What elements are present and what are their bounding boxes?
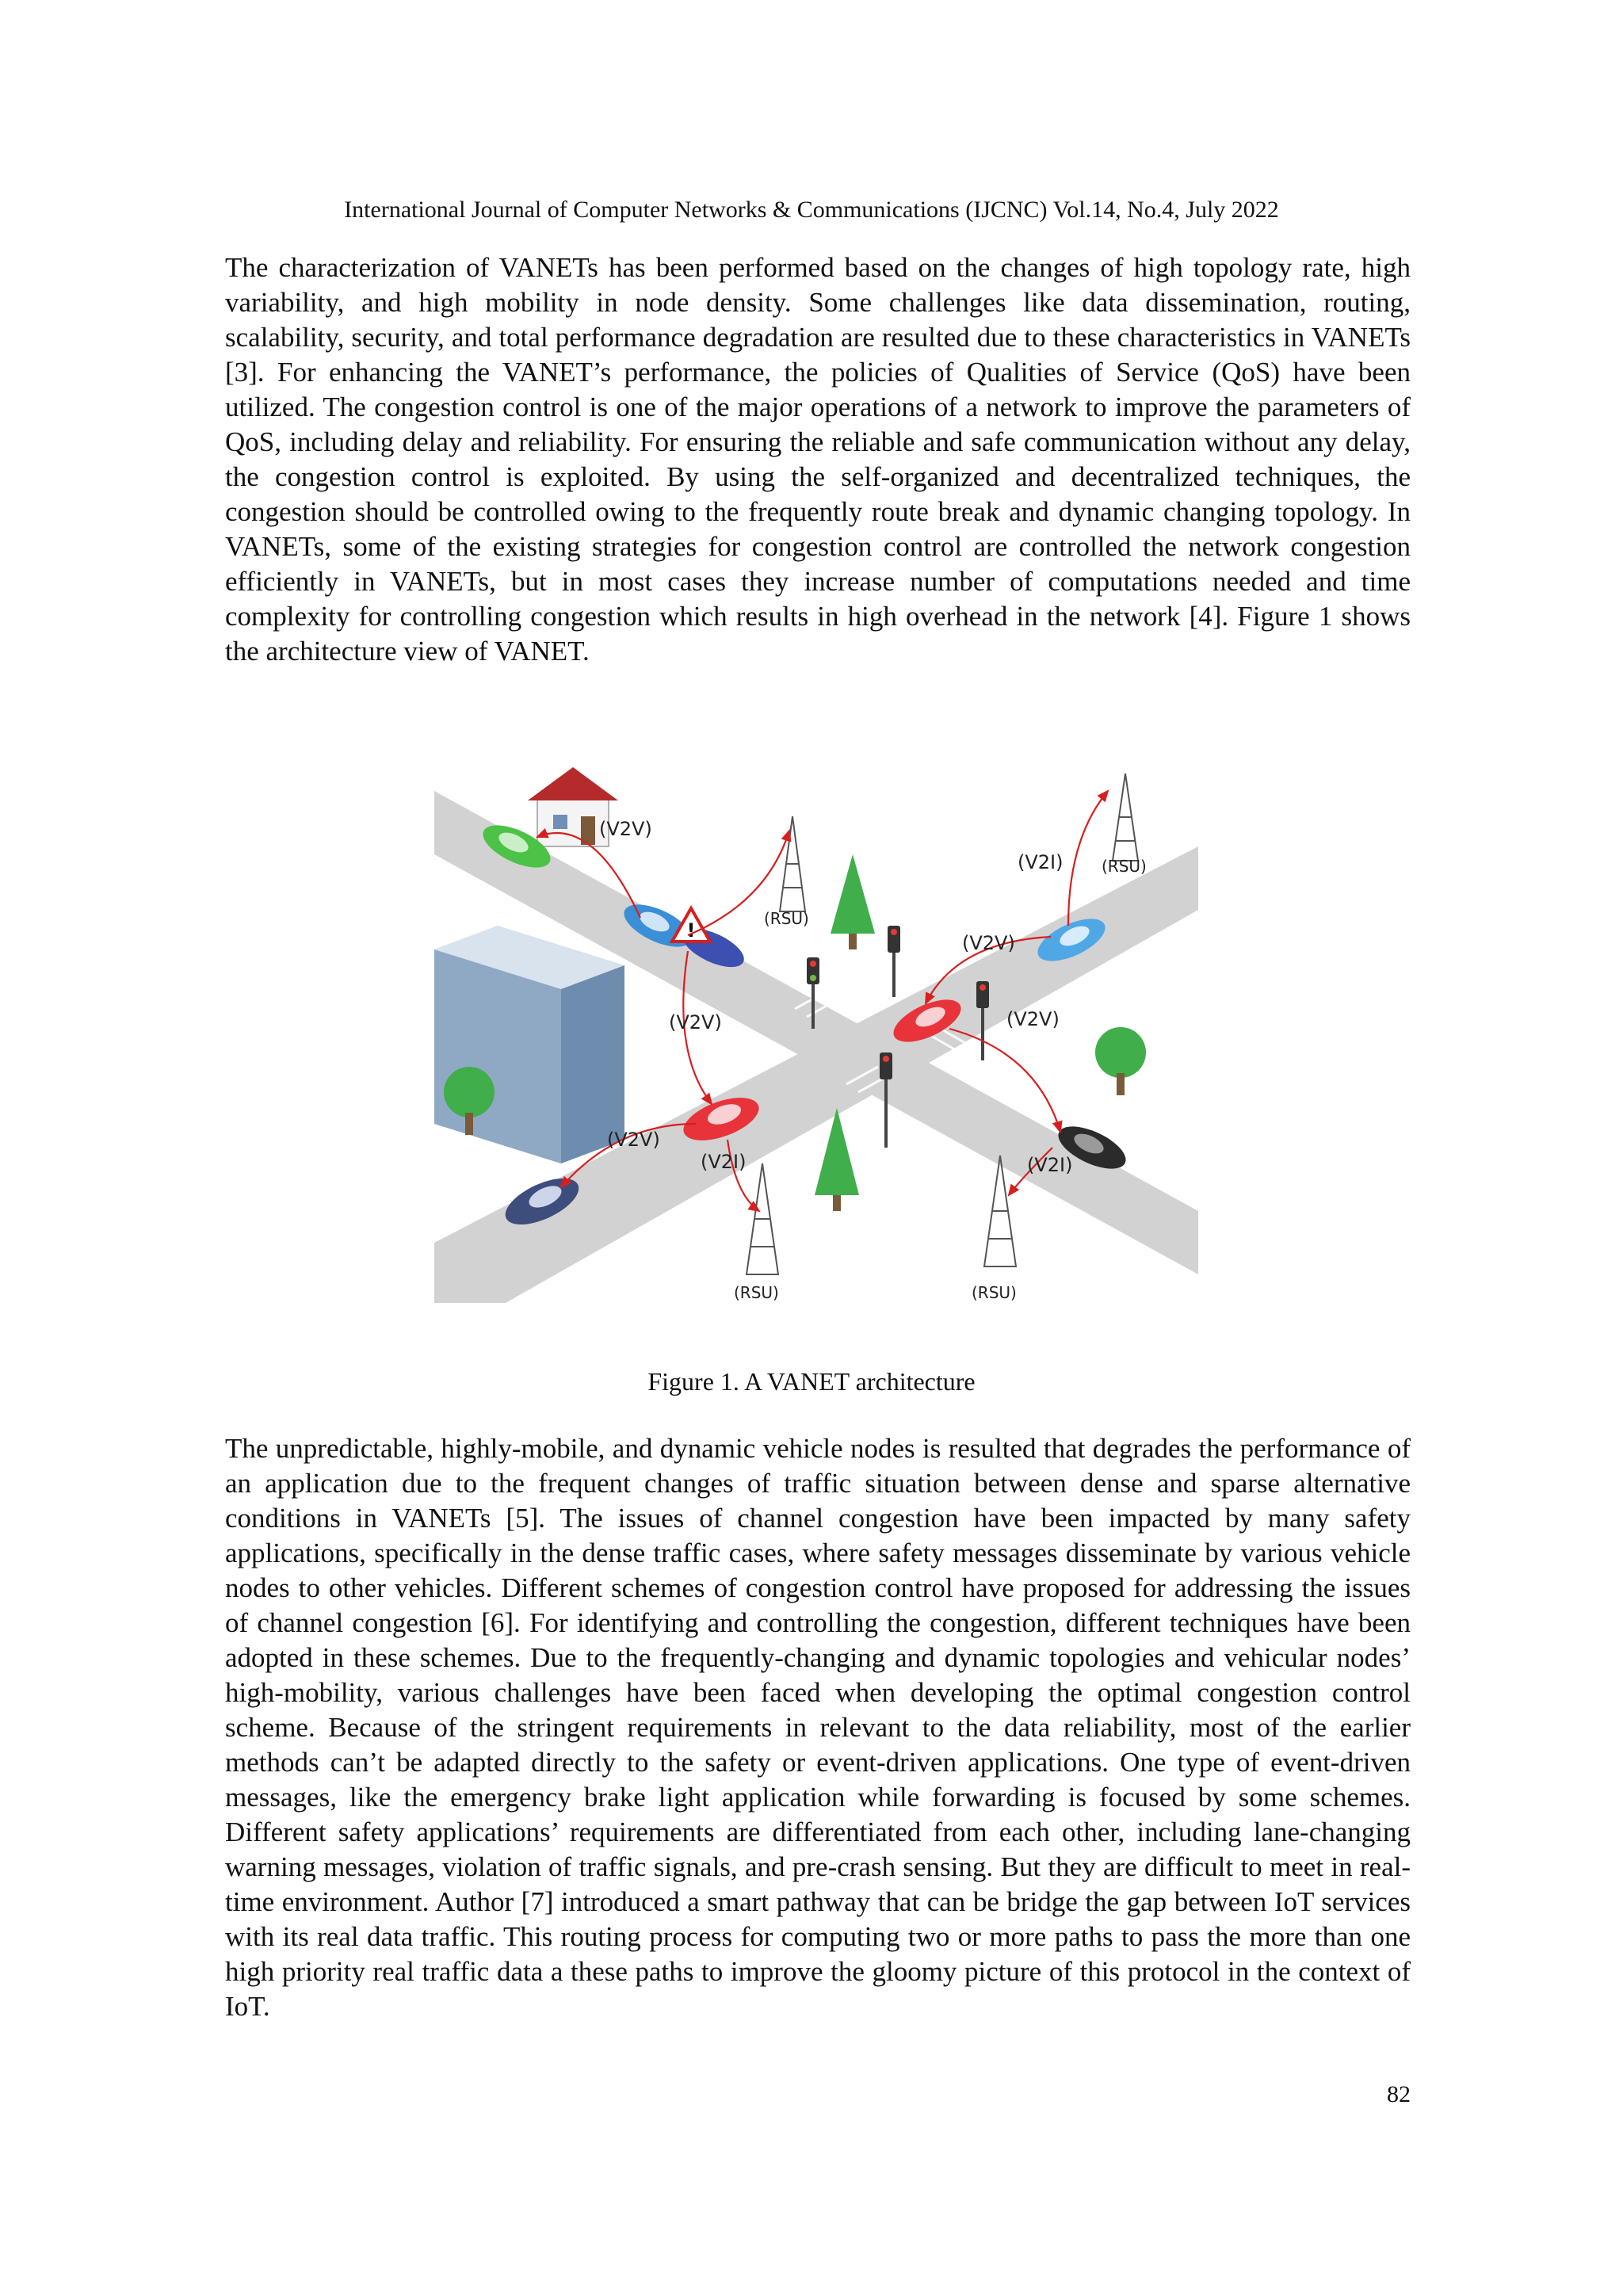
label-v2i: (V2I)	[1027, 1154, 1073, 1176]
figure-vanet-architecture	[434, 767, 1198, 1303]
page-number: 82	[1387, 2081, 1411, 2107]
label-rsu: (RSU)	[734, 1283, 779, 1302]
label-rsu: (RSU)	[972, 1283, 1017, 1302]
label-v2v: (V2V)	[669, 1011, 722, 1033]
body-paragraph-2: The unpredictable, highly-mobile, and dynamic vehicle nodes is resulted that degrades the performance of an application due to the frequent changes of traffic situation between dense and sparse alternative conditions in VANETs [5]. The issues of channel congestion have been impacted by many safety applications, specifically in the dense traffic cases, where safety messages disseminate by various vehicle nodes to other vehicles. Different schemes of congestion control have proposed for addressing the issues of channel congestion [6]. For identifying and controlling the congestion, different techniques have been adopted in these schemes. Due to the frequently-changing and dynamic topologies and vehicular nodes’ high-mobility, various challenges have been faced when developing the optimal congestion control scheme. Because of the stringent requirements in relevant to the data reliability, most of the earlier methods can’t be adapted directly to the safety or event-driven applications. One type of event-driven messages, like the emergency brake light application while forwarding is focused by some schemes. Different safety applications’ requirements are differentiated from each other, including lane-changing warning messages, violation of traffic signals, and pre-crash sensing. But they are difficult to meet in real-time environment. Author [7] introduced a smart pathway that can be bridge the gap between IoT services with its real data traffic. This routing process for computing two or more paths to pass the more than one high priority real traffic data a these paths to improve the gloomy picture of this protocol in the context of IoT.	[225, 1433, 1411, 2022]
rsu-tower-icon	[747, 1163, 778, 1274]
label-v2v: (V2V)	[599, 818, 652, 840]
label-rsu: (RSU)	[764, 909, 809, 928]
svg-text:!: !	[686, 919, 696, 942]
tree-icon	[831, 854, 875, 949]
office-building-icon	[434, 926, 624, 1163]
body-paragraph-1: The characterization of VANETs has been performed based on the changes of high topology rate, high variability, and high mobility in node density. Some challenges like data dissemination, routing, scalability, security, and total performance degradation are resulted due to these characteristics in VANETs [3]. For enhancing the VANET’s performance, the policies of Qualities of Service (QoS) have been utilized. The congestion control is one of the major operations of a network to improve the parameters of QoS, including delay and reliability. For ensuring the reliable and safe communication without any delay, the congestion control is exploited. By using the self-organized and decentralized techniques, the congestion should be controlled owing to the frequently route break and dynamic changing topology. In VANETs, some of the existing strategies for congestion control are controlled the network congestion efficiently in VANETs, but in most cases they increase number of computations needed and time complexity for controlling congestion which results in high overhead in the network [4]. Figure 1 shows the architecture view of VANET.	[225, 252, 1411, 667]
rsu-tower-icon	[984, 1156, 1016, 1266]
label-v2v: (V2V)	[962, 932, 1015, 954]
rsu-tower-icon	[780, 816, 805, 911]
rsu-tower-icon	[1113, 774, 1138, 861]
label-v2i: (V2I)	[701, 1151, 747, 1173]
tree-icon	[1095, 1027, 1146, 1095]
vanet-diagram	[434, 767, 1198, 1303]
running-head: International Journal of Computer Networks & Communications (IJCNC) Vol.14, No.4, July 2022	[344, 197, 1279, 223]
figure-caption: Figure 1. A VANET architecture	[647, 1367, 976, 1396]
label-v2i: (V2I)	[1018, 851, 1064, 873]
label-rsu: (RSU)	[1102, 857, 1147, 876]
label-v2v: (V2V)	[607, 1129, 660, 1151]
label-v2v: (V2V)	[1006, 1008, 1060, 1030]
traffic-light-icon	[888, 926, 900, 997]
